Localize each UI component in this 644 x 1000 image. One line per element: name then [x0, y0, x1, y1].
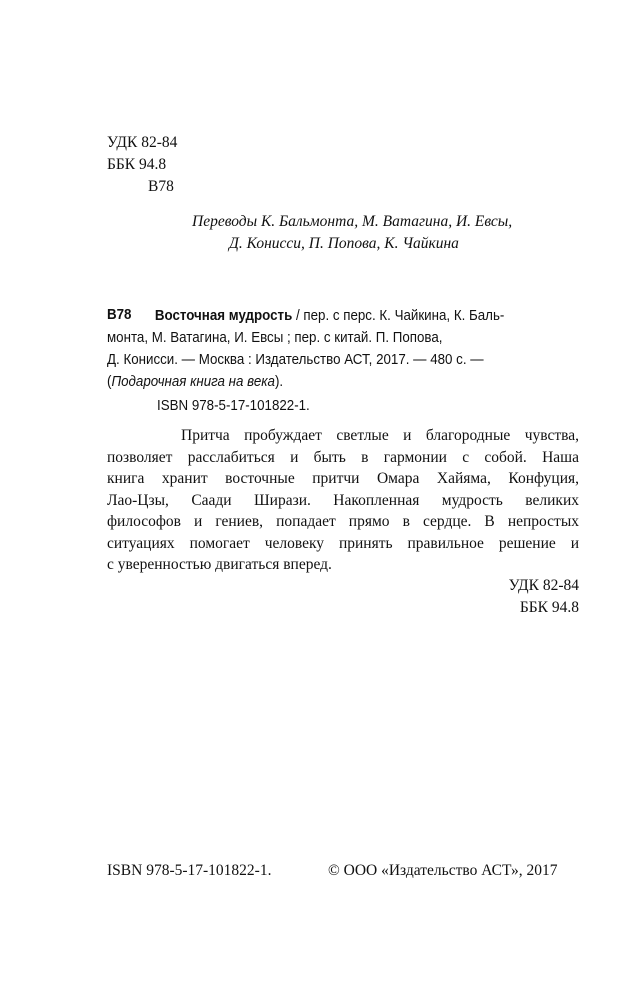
bib-line-3: Д. Конисси. — Москва : Издательство АСТ, 2017. — 480 с. — [107, 352, 484, 368]
translators-line-2: Д. Конисси, П. Попова, К. Чайкина [229, 235, 459, 252]
annotation-line: Притча пробуждает светлые и благородные чувства, [181, 427, 579, 444]
translators-line-1: Переводы К. Бальмонта, М. Ватагина, И. Евсы, [192, 213, 513, 230]
annotation [107, 425, 579, 576]
bib-line-1-rest: / пер. с перс. К. Чайкина, К. Баль- [292, 308, 505, 324]
footer-copyright: © ООО «Издательство АСТ», 2017 [328, 862, 558, 879]
annotation-line: философов и гениев, попадает прямо в сердце. В непростых [107, 513, 579, 530]
series-open: ( [107, 374, 112, 390]
bbk-code: ББК 94.8 [107, 156, 167, 173]
footer-isbn: ISBN 978-5-17-101822-1. [107, 862, 272, 879]
annotation-line: ситуациях помогает человеку принять правильное решение и [107, 534, 579, 552]
bib-author-mark: В78 [107, 307, 132, 323]
book-title: Восточная мудрость [154, 308, 293, 324]
annotation-line: позволяет расслабиться и быть в гармонии с собой. Наша [107, 448, 579, 466]
author-mark: В78 [148, 178, 174, 195]
bbk-code-bottom: ББК 94.8 [519, 599, 579, 616]
bib-line-4 [107, 371, 541, 393]
annotation-line: книга хранит восточные притчи Омара Хайяма, Конфуция, [107, 470, 579, 487]
udk-code-bottom: УДК 82-84 [508, 577, 579, 594]
bib-isbn: ISBN 978-5-17-101822-1. [157, 398, 310, 414]
series-title: Подарочная книга на века [111, 374, 275, 390]
udk-code: УДК 82-84 [107, 134, 178, 151]
annotation-line: с уверенностью двигаться вперед. [107, 556, 332, 573]
bib-line-2: монта, М. Ватагина, И. Евсы ; пер. с китай. П. Попова, [107, 330, 443, 346]
annotation-line: Лао-Цзы, Саади Ширази. Накопленная мудрость великих [107, 491, 579, 509]
series-close: ). [274, 374, 284, 390]
bib-line-1 [107, 305, 541, 327]
bibliographic-record [107, 305, 579, 393]
